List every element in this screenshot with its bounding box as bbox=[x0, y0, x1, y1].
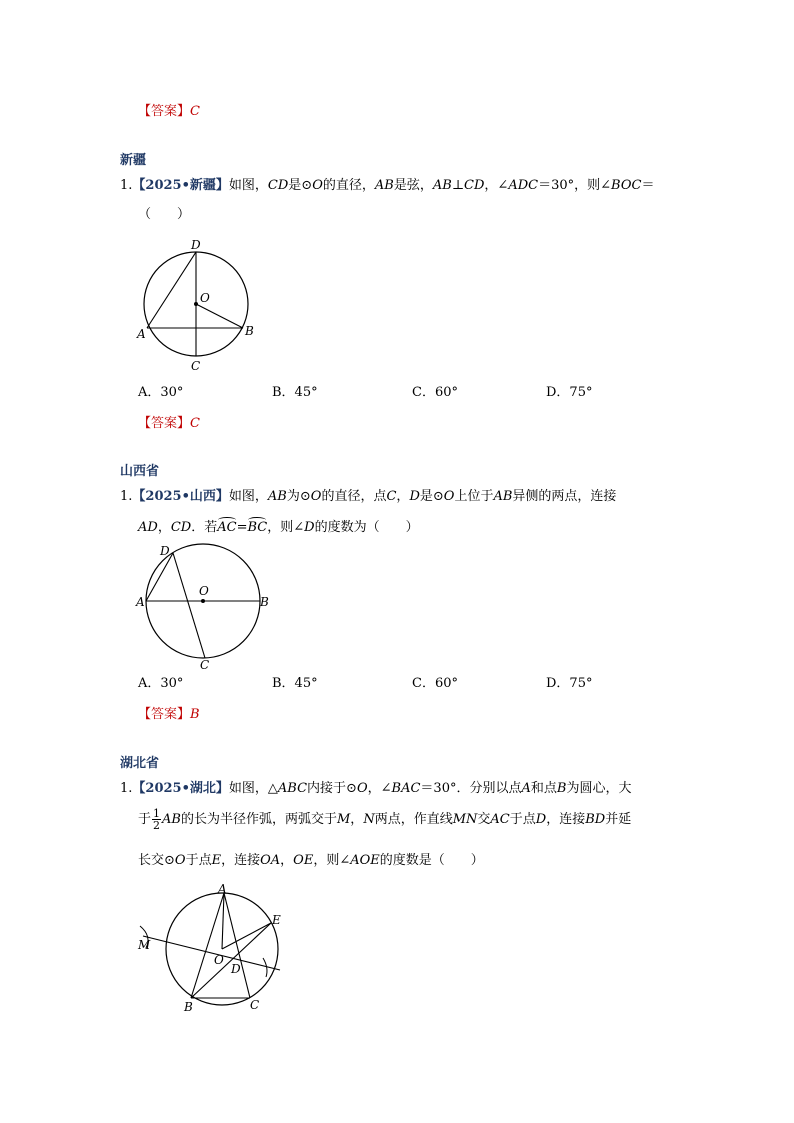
label-o: O bbox=[200, 291, 210, 305]
option-d[interactable]: D．75° bbox=[546, 676, 593, 691]
stem-text: ⊥ bbox=[451, 178, 465, 193]
region-heading-hubei: 湖北省 bbox=[120, 756, 160, 771]
stem-var: AB bbox=[267, 489, 287, 504]
center-point bbox=[201, 599, 205, 603]
segment-ad bbox=[146, 553, 173, 601]
question-hubei-line3 bbox=[138, 852, 484, 870]
stem-text: ，∠ bbox=[484, 178, 509, 193]
stem-var: AB bbox=[432, 178, 452, 193]
question-hubei-line2 bbox=[138, 808, 631, 831]
stem-var: D bbox=[304, 520, 315, 535]
stem-text: ，连接 bbox=[221, 853, 261, 868]
stem-text: ＝30°，则∠ bbox=[538, 178, 612, 193]
answer-value: C bbox=[190, 104, 200, 119]
stem-var: AB bbox=[374, 178, 394, 193]
option-a[interactable]: A．30° bbox=[138, 676, 184, 691]
stem-var: ADC bbox=[508, 178, 539, 193]
answer-label: 【答案】 bbox=[138, 416, 191, 431]
stem-text: 如图， bbox=[228, 178, 268, 193]
label-m: M bbox=[138, 938, 151, 952]
stem-text: ， bbox=[157, 520, 171, 535]
stem-text: 的度数是（ ） bbox=[379, 853, 484, 868]
stem-text: ．若 bbox=[191, 520, 218, 535]
stem-var: O bbox=[312, 178, 323, 193]
label-a: A bbox=[137, 327, 146, 341]
stem-var: E bbox=[211, 853, 222, 868]
stem-var: A bbox=[521, 781, 531, 796]
option-c[interactable]: C．60° bbox=[412, 676, 458, 691]
stem-text: 的直径， bbox=[322, 178, 375, 193]
stem-text: ， bbox=[280, 853, 294, 868]
stem-text: = bbox=[236, 520, 248, 535]
stem-var: CD bbox=[170, 520, 192, 535]
stem-var: O bbox=[356, 781, 368, 796]
stem-var: ABC bbox=[277, 781, 308, 796]
stem-text: 于点 bbox=[509, 812, 536, 827]
answer-label: 【答案】 bbox=[138, 707, 191, 722]
stem-var: AB bbox=[493, 489, 513, 504]
stem-var: BOC bbox=[611, 178, 642, 193]
label-c: C bbox=[250, 998, 260, 1012]
arc-mark-n bbox=[263, 958, 267, 977]
answer-value: B bbox=[190, 707, 200, 722]
question-source: 【2025•山西】 bbox=[132, 489, 229, 504]
stem-var: CD bbox=[267, 178, 289, 193]
fraction-denominator: 2 bbox=[153, 819, 161, 832]
line-mn bbox=[143, 936, 280, 970]
label-b: B bbox=[245, 324, 254, 338]
segment-ob bbox=[196, 304, 243, 328]
label-c: C bbox=[200, 658, 210, 670]
stem-var: OA bbox=[260, 853, 281, 868]
stem-text: 异侧的两点，连接 bbox=[512, 489, 617, 504]
figure-shanxi bbox=[130, 540, 275, 670]
stem-var: CD bbox=[464, 178, 485, 193]
label-d: D bbox=[231, 962, 241, 976]
stem-text: 为⊙ bbox=[286, 489, 311, 504]
region-heading-xinjiang: 新疆 bbox=[120, 153, 147, 168]
stem-text: ，连接 bbox=[546, 812, 586, 827]
arc-ac: AC bbox=[217, 520, 237, 535]
label-a: A bbox=[218, 882, 227, 896]
stem-text: 并延 bbox=[605, 812, 632, 827]
label-b: B bbox=[184, 1000, 193, 1014]
question-source: 【2025•湖北】 bbox=[132, 781, 229, 796]
stem-text: 于点 bbox=[185, 853, 212, 868]
stem-var: BD bbox=[585, 812, 606, 827]
answer-xinjiang bbox=[138, 415, 200, 433]
stem-var: AB bbox=[162, 812, 181, 827]
segment-oa bbox=[222, 893, 224, 949]
question-number: 1. bbox=[120, 781, 133, 796]
label-o: O bbox=[199, 584, 209, 598]
figure-xinjiang bbox=[130, 234, 260, 374]
stem-text: 是⊙ bbox=[419, 489, 444, 504]
answer-label: 【答案】 bbox=[138, 104, 191, 119]
stem-var: O bbox=[443, 489, 455, 504]
fraction-numerator: 1 bbox=[153, 807, 161, 820]
stem-text: ， bbox=[396, 489, 410, 504]
stem-text: ，∠ bbox=[367, 781, 392, 796]
arc-bc: BC bbox=[247, 520, 268, 535]
segment-ad bbox=[147, 252, 196, 328]
stem-var: MN bbox=[452, 812, 478, 827]
label-o: O bbox=[214, 953, 224, 967]
stem-text: 上位于 bbox=[454, 489, 494, 504]
stem-text: 如图，△ bbox=[228, 781, 278, 796]
option-a[interactable]: A．30° bbox=[138, 385, 184, 400]
question-number: 1. bbox=[120, 489, 133, 504]
stem-var: OE bbox=[293, 853, 314, 868]
option-b[interactable]: B．45° bbox=[272, 385, 318, 400]
stem-text: 于 bbox=[138, 812, 152, 827]
stem-var: D bbox=[409, 489, 420, 504]
stem-text: ，则∠ bbox=[267, 520, 305, 535]
previous-answer bbox=[138, 103, 200, 121]
stem-text: 两点，作直线 bbox=[374, 812, 453, 827]
stem-text: 的直径，点 bbox=[321, 489, 387, 504]
answer-value: C bbox=[190, 416, 200, 431]
label-d: D bbox=[191, 238, 201, 252]
stem-text: ＝30°．分别以点 bbox=[420, 781, 522, 796]
label-a: A bbox=[136, 595, 145, 609]
segment-oe bbox=[222, 923, 271, 949]
stem-var: AOE bbox=[350, 853, 380, 868]
stem-text: ， bbox=[350, 812, 364, 827]
stem-text: 是⊙ bbox=[288, 178, 313, 193]
answer-shanxi bbox=[138, 706, 200, 724]
stem-var: O bbox=[174, 853, 186, 868]
stem-var: D bbox=[535, 812, 547, 827]
label-c: C bbox=[191, 359, 201, 373]
stem-var: C bbox=[386, 489, 397, 504]
option-d[interactable]: D．75° bbox=[546, 385, 593, 400]
figure-hubei bbox=[130, 878, 300, 1018]
question-number: 1. bbox=[120, 178, 133, 193]
center-point bbox=[194, 302, 198, 306]
option-b[interactable]: B．45° bbox=[272, 676, 318, 691]
region-heading-shanxi: 山西省 bbox=[120, 464, 160, 479]
stem-var: AD bbox=[138, 520, 158, 535]
stem-var: AC bbox=[490, 812, 510, 827]
stem-text: 如图， bbox=[228, 489, 268, 504]
stem-text: 是弦， bbox=[393, 178, 433, 193]
stem-var: O bbox=[310, 489, 322, 504]
stem-var: M bbox=[336, 812, 351, 827]
stem-var: BAC bbox=[391, 781, 421, 796]
question-xinjiang-line1 bbox=[120, 177, 654, 195]
option-c[interactable]: C．60° bbox=[412, 385, 458, 400]
stem-text: 内接于⊙ bbox=[307, 781, 357, 796]
question-hubei-line1 bbox=[120, 780, 631, 798]
label-b: B bbox=[260, 595, 269, 609]
stem-text: 长交⊙ bbox=[138, 853, 175, 868]
question-shanxi-line1 bbox=[120, 488, 616, 506]
stem-var: B bbox=[556, 781, 567, 796]
question-source: 【2025•新疆】 bbox=[132, 178, 229, 193]
fraction-half bbox=[152, 808, 161, 831]
stem-text: 的长为半径作弧，两弧交于 bbox=[180, 812, 337, 827]
stem-text: ，则∠ bbox=[313, 853, 351, 868]
label-e: E bbox=[272, 913, 281, 927]
stem-text: 交 bbox=[477, 812, 491, 827]
stem-text: ＝ bbox=[641, 178, 655, 193]
answer-blank: （ ） bbox=[138, 207, 191, 222]
stem-var: N bbox=[363, 812, 375, 827]
question-shanxi-line2 bbox=[138, 519, 419, 537]
stem-text: 和点 bbox=[530, 781, 557, 796]
stem-text: 为圆心，大 bbox=[566, 781, 632, 796]
segment-dc bbox=[173, 553, 205, 658]
label-d: D bbox=[160, 544, 170, 558]
stem-text: 的度数为（ ） bbox=[314, 520, 419, 535]
